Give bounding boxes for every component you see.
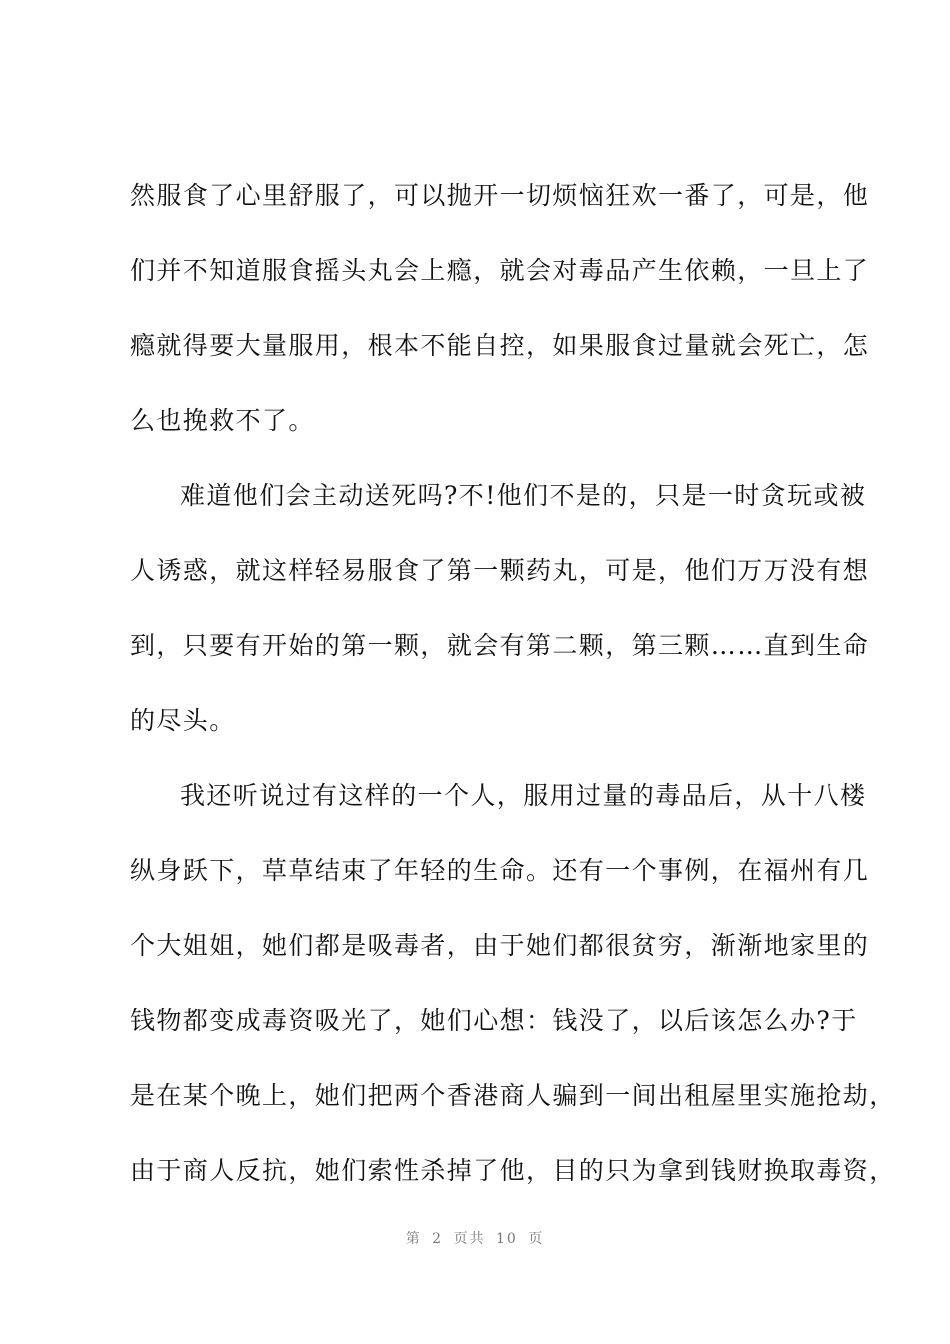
text-line: 的尽头。 [130, 706, 236, 735]
text-line: 个大姐姐，她们都是吸毒者，由于她们都很贫穷，渐渐地家里的 [130, 931, 870, 960]
text-line: 然服食了心里舒服了，可以抛开一切烦恼狂欢一番了，可是，他 [130, 181, 870, 210]
paragraph-2 [130, 468, 870, 768]
text-line: 人诱惑，就这样轻易服食了第一颗药丸，可是，他们万万没有想 [130, 556, 870, 585]
paragraph-3 [130, 768, 896, 1218]
text-line: 我还听说过有这样的一个人，服用过量的毒品后，从十八楼 [180, 781, 867, 810]
text-line: 钱物都变成毒资吸光了，她们心想：钱没了，以后该怎么办?于 [130, 1006, 858, 1035]
text-line: 难道他们会主动送死吗?不!他们不是的，只是一时贪玩或被 [180, 481, 867, 510]
text-line: 由于商人反抗，她们索性杀掉了他，目的只为拿到钱财换取毒资， [130, 1156, 896, 1185]
text-line: 到，只要有开始的第一颗，就会有第二颗，第三颗……直到生命 [130, 631, 870, 660]
document-body [130, 168, 896, 1218]
text-line: 瘾就得要大量服用，根本不能自控，如果服食过量就会死亡，怎 [130, 331, 870, 360]
text-line: 么也挽救不了。 [130, 406, 315, 435]
text-line: 纵身跃下，草草结束了年轻的生命。还有一个事例，在福州有几 [130, 856, 870, 885]
paragraph-1 [130, 168, 870, 468]
page-footer: 第 2 页共 10 页 [405, 1231, 545, 1247]
text-line: 是在某个晚上，她们把两个香港商人骗到一间出租屋里实施抢劫， [130, 1081, 896, 1110]
text-line: 们并不知道服食摇头丸会上瘾，就会对毒品产生依赖，一旦上了 [130, 256, 870, 285]
